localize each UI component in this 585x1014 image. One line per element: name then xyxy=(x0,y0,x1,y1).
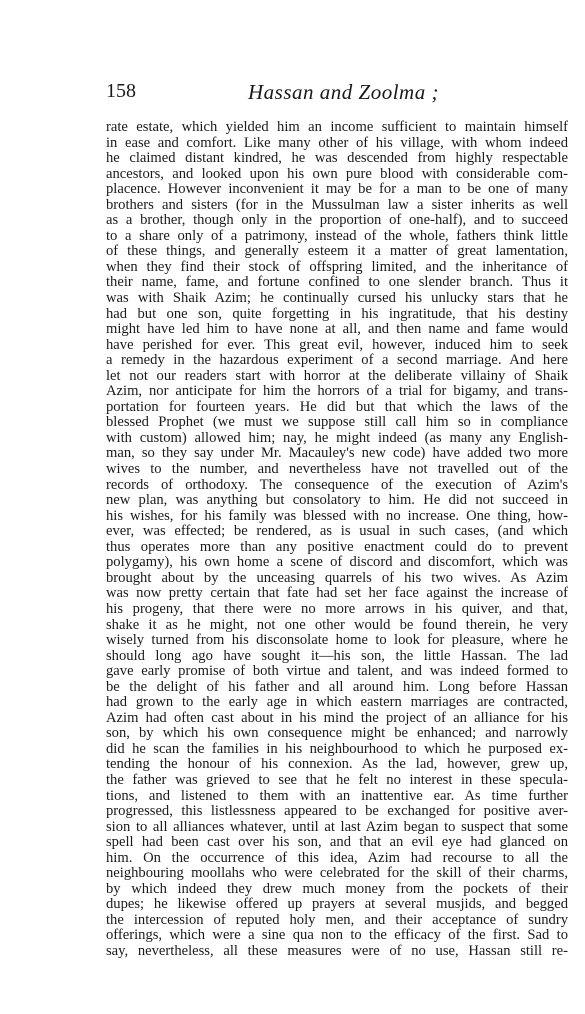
text-line: sion to all alliances whatever, until at last Azim began to suspect that some xyxy=(106,819,568,835)
text-line: brothers and sisters (for in the Mussulman law a sister inherits as well xyxy=(106,197,568,213)
text-line: blessed Prophet (we must we suppose still call him so in compliance xyxy=(106,415,568,431)
text-line: with custom) allowed him; nay, he might indeed (as many any English- xyxy=(106,430,568,446)
text-line: his progeny, that there were no more arrows in his quiver, and that, xyxy=(106,601,568,617)
text-line: had grown to the early age in which eastern marriages are contracted, xyxy=(106,695,568,711)
text-line: offerings, which were a sine qua non to the efficacy of the first. Sad to xyxy=(106,928,568,944)
text-line: was with Shaik Azim; he continually cursed his unlucky stars that he xyxy=(106,291,568,307)
text-line: in ease and comfort. Like many other of his village, with whom indeed xyxy=(106,135,568,151)
text-line: polygamy), his own home a scene of discord and discomfort, which was xyxy=(106,555,568,571)
page-number: 158 xyxy=(106,80,136,102)
text-line: dupes; he likewise offered up prayers at several musjids, and begged xyxy=(106,897,568,913)
text-line: a remedy in the hazardous experiment of a second marriage. And here xyxy=(106,353,568,369)
text-line: be the delight of his father and all around him. Long before Hassan xyxy=(106,679,568,695)
text-line: of these things, and generally esteem it a matter of great lamentation, xyxy=(106,244,568,260)
text-line: let not our readers start with horror at the deliberate villainy of Shaik xyxy=(106,368,568,384)
text-line: progressed, this listlessness appeared to be exchanged for positive aver- xyxy=(106,804,568,820)
text-line: son, by which his own consequence might be enhanced; and narrowly xyxy=(106,726,568,742)
text-line: the intercession of reputed holy men, and their acceptance of sundry xyxy=(106,912,568,928)
text-line: was now pretty certain that fate had set her face against the increase of xyxy=(106,586,568,602)
text-line: wives to the number, and nevertheless have not travelled out of the xyxy=(106,462,568,478)
text-line: spell had been cast over his son, and that an evil eye had glanced on xyxy=(106,835,568,851)
text-line: neighbouring moollahs who were celebrated for the skill of their charms, xyxy=(106,866,568,882)
text-line: Azim, nor anticipate for him the horrors of a trial for bigamy, and trans- xyxy=(106,384,568,400)
text-line: new plan, was anything but consolatory to him. He did not succeed in xyxy=(106,493,568,509)
text-line: say, nevertheless, all these measures were of no use, Hassan still re- xyxy=(106,943,568,959)
text-line: their name, fame, and fortune confined to one slender branch. Thus it xyxy=(106,275,568,291)
text-line: thus operates more than any positive enactment could do to prevent xyxy=(106,539,568,555)
text-line: as a brother, though only in the proportion of one-half), and to succeed xyxy=(106,213,568,229)
text-line: by which indeed they drew much money from the pockets of their xyxy=(106,881,568,897)
text-line: placence. However inconvenient it may be for a man to be one of many xyxy=(106,182,568,198)
text-line: he claimed distant kindred, he was descended from highly respectable xyxy=(106,151,568,167)
text-line: might have led him to have none at all, and then name and fame would xyxy=(106,322,568,338)
text-line: tions, and listened to them with an inattentive ear. As time further xyxy=(106,788,568,804)
text-line: man, so they say under Mr. Macauley's new code) have added two more xyxy=(106,446,568,462)
text-line: the father was grieved to see that he felt no interest in these specula- xyxy=(106,772,568,788)
text-line: had but one son, quite forgetting in his ingratitude, that his destiny xyxy=(106,306,568,322)
text-line: ever, was effected; be rendered, as is usual in such cases, (and which xyxy=(106,524,568,540)
text-line: ancestors, and looked upon his own pure blood with considerable com- xyxy=(106,166,568,182)
body-text xyxy=(106,120,568,960)
text-line: records of orthodoxy. The consequence of the execution of Azim's xyxy=(106,477,568,493)
text-line: did he scan the families in his neighbourhood to which he purposed ex- xyxy=(106,741,568,757)
text-line: should long ago have sought it—his son, the little Hassan. The lad xyxy=(106,648,568,664)
text-line: to a share only of a patrimony, instead of the whole, fathers think little xyxy=(106,228,568,244)
text-line: tending the honour of his connexion. As the lad, however, grew up, xyxy=(106,757,568,773)
text-line: rate estate, which yielded him an income sufficient to maintain himself xyxy=(106,120,568,135)
text-line: Azim had often cast about in his mind the project of an alliance for his xyxy=(106,710,568,726)
text-line: wisely turned from his disconsolate home to look for pleasure, where he xyxy=(106,633,568,649)
text-line: shake it as he might, not one other would be found therein, he very xyxy=(106,617,568,633)
running-head: Hassan and Zoolma ; xyxy=(248,80,439,104)
text-line: him. On the occurrence of this idea, Azim had recourse to all the xyxy=(106,850,568,866)
text-line: have perished for ever. This great evil, however, induced him to seek xyxy=(106,337,568,353)
text-line: his wishes, for his family was blessed with no increase. One thing, how- xyxy=(106,508,568,524)
text-line: gave early promise of both virtue and talent, and was indeed formed to xyxy=(106,664,568,680)
page-header xyxy=(106,80,566,106)
text-line: brought about by the unceasing quarrels of his two wives. As Azim xyxy=(106,570,568,586)
text-line: portation for fourteen years. He did but that which the laws of the xyxy=(106,399,568,415)
text-line: when they find their stock of offspring limited, and the inheritance of xyxy=(106,259,568,275)
